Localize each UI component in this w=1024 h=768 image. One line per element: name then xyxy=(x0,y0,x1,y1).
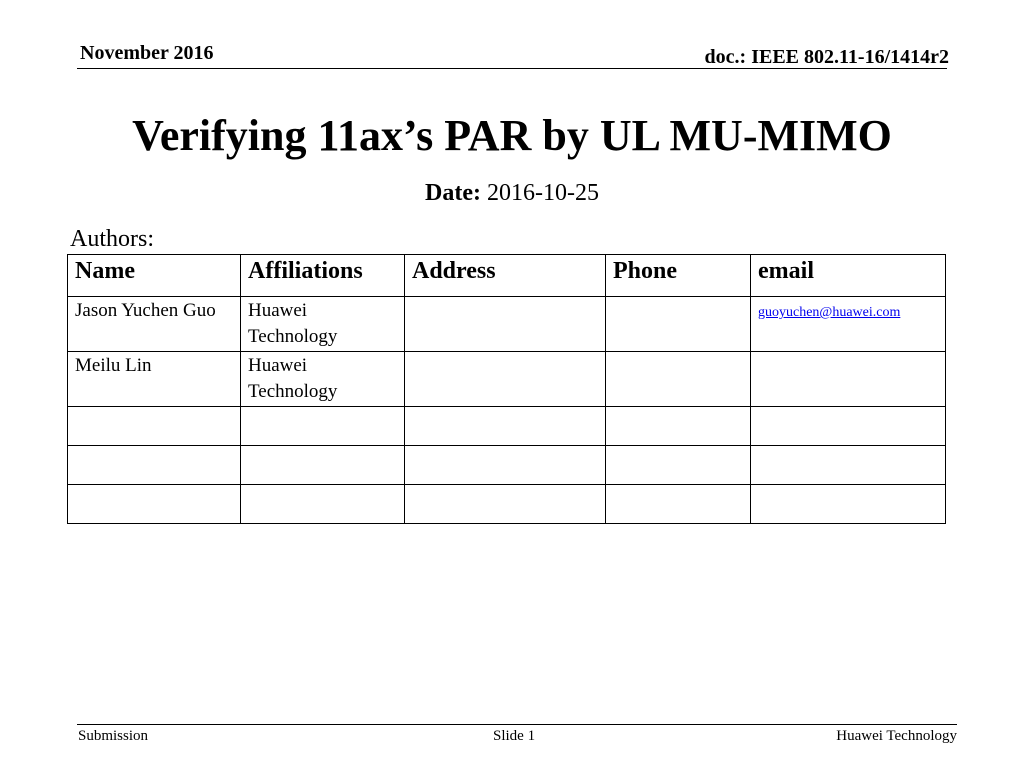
cell-affiliation: Huawei Technology xyxy=(241,297,405,352)
slide-title: Verifying 11ax’s PAR by UL MU-MIMO xyxy=(132,111,892,160)
column-header-address: Address xyxy=(405,255,606,297)
footer-organization: Huawei Technology xyxy=(836,728,957,744)
cell-name: Jason Yuchen Guo xyxy=(68,297,241,352)
cell-email xyxy=(751,485,946,524)
authors-label: Authors: xyxy=(70,226,154,252)
cell-address xyxy=(405,446,606,485)
authors-table xyxy=(67,254,946,524)
cell-phone xyxy=(606,446,751,485)
table-row xyxy=(68,446,946,485)
date-line xyxy=(0,180,1024,207)
cell-affiliation xyxy=(241,446,405,485)
email-link[interactable]: guoyuchen@huawei.com xyxy=(758,305,901,320)
cell-address xyxy=(405,352,606,407)
cell-name xyxy=(68,446,241,485)
footer-submission: Submission xyxy=(78,728,149,744)
cell-affiliation xyxy=(241,485,405,524)
cell-email xyxy=(751,297,946,352)
cell-phone xyxy=(606,352,751,407)
table-row xyxy=(68,485,946,524)
table-header-row xyxy=(68,255,946,297)
column-header-phone: Phone xyxy=(606,255,751,297)
date-label: Date: xyxy=(425,180,481,206)
footer-divider xyxy=(77,724,957,725)
header-date: November 2016 xyxy=(80,42,214,64)
cell-phone xyxy=(606,485,751,524)
cell-email xyxy=(751,407,946,446)
cell-email xyxy=(751,352,946,407)
table-row xyxy=(68,407,946,446)
header-divider xyxy=(77,68,947,69)
cell-name xyxy=(68,407,241,446)
table-row xyxy=(68,352,946,407)
cell-phone xyxy=(606,407,751,446)
cell-email xyxy=(751,446,946,485)
table-row xyxy=(68,297,946,352)
cell-name: Meilu Lin xyxy=(68,352,241,407)
column-header-email: email xyxy=(751,255,946,297)
cell-phone xyxy=(606,297,751,352)
column-header-name: Name xyxy=(68,255,241,297)
cell-affiliation xyxy=(241,407,405,446)
cell-address xyxy=(405,297,606,352)
cell-affiliation: Huawei Technology xyxy=(241,352,405,407)
cell-address xyxy=(405,485,606,524)
column-header-affiliations: Affiliations xyxy=(241,255,405,297)
header-doc-id: doc.: IEEE 802.11-16/1414r2 xyxy=(704,46,949,68)
footer-slide-number: Slide 1 xyxy=(493,728,536,744)
cell-address xyxy=(405,407,606,446)
cell-name xyxy=(68,485,241,524)
date-value: 2016-10-25 xyxy=(486,180,599,206)
